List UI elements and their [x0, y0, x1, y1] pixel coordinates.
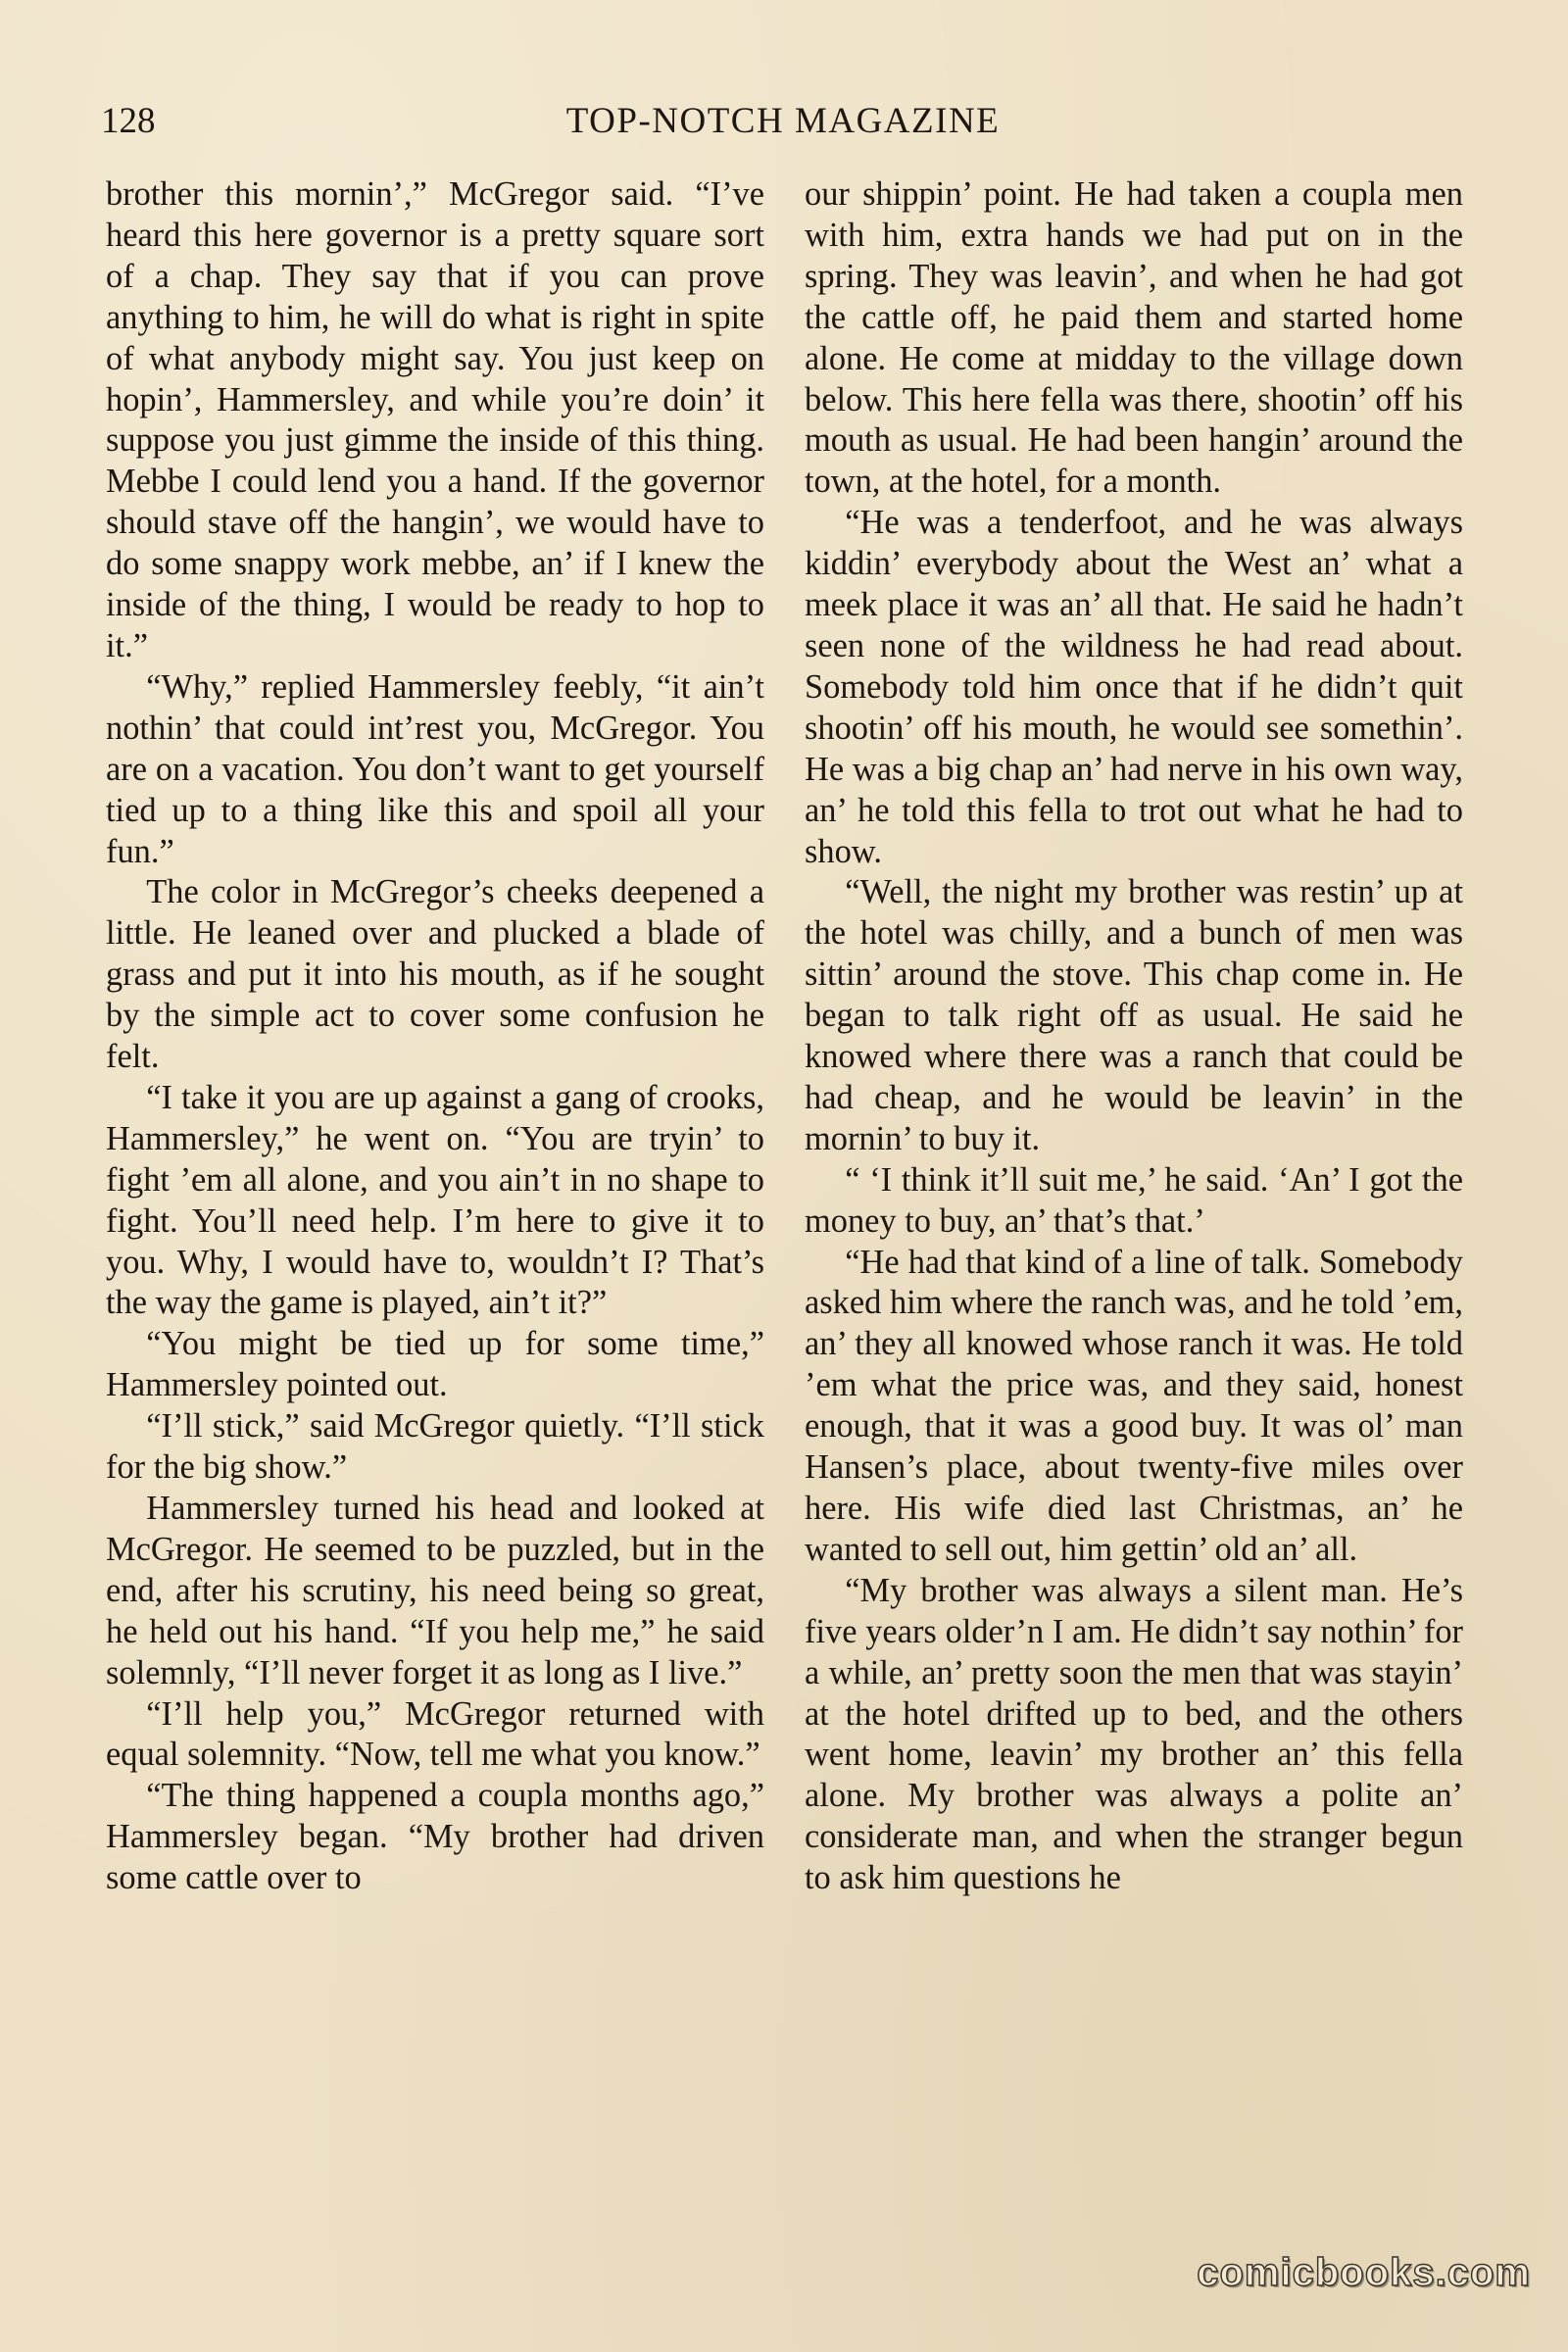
paragraph: “He was a tenderfoot, and he was always kiddin’ everybody about the West an’ what a meek place it was an’ all that. He said he hadn’t seen none of the wildness he had read about. Somebody told him once that if he didn’t quit shootin’ off his mouth, he would see somethin’. He was a big chap an’ had nerve in his own way, an’ he told this fella to trot out what he had to show. [805, 504, 1463, 870]
paragraph: The color in McGregor’s cheeks deepened a little. He leaned over and plucked a blade of grass and put it into his mouth, as if he sought by the simple act to cover some confusion he felt. [106, 873, 764, 1076]
site-watermark: comicbooks.com [1197, 2251, 1531, 2294]
paragraph: “ ‘I think it’ll suit me,’ he said. ‘An’ I got the money to buy, an’ that’s that.’ [805, 1160, 1463, 1240]
paragraph: “Well, the night my brother was restin’ up at the hotel was chilly, and a bunch of men was sittin’ around the stove. This chap come in. He began to talk right off as usual. He said he knowed where there was a ranch that could be had cheap, and he would be leavin’ in the mornin’ to buy it. [805, 873, 1463, 1157]
paragraph: our shippin’ point. He had taken a coupla men with him, extra hands we had put on in the spring. They was leavin’, and when he had got the cattle off, he paid them and started home alone. He come at midday to the village down below. This here fella was there, shootin’ off his mouth as usual. He had been hangin’ around the town, at the hotel, for a month. [805, 175, 1463, 501]
paragraph: “Why,” replied Hammersley feebly, “it ain’t nothin’ that could int’rest you, McGregor. You are on a vacation. You don’t want to get yourself tied up to a thing like this and spoil all your fun.” [106, 667, 764, 870]
paragraph: “The thing happened a coupla months ago,” Hammersley began. “My brother had driven some cattle over to [106, 1777, 764, 1897]
paragraph: “I’ll help you,” McGregor returned with equal solemnity. “Now, tell me what you know.” [106, 1694, 764, 1774]
right-column [805, 174, 1463, 1899]
page-number: 128 [101, 101, 156, 141]
paragraph: “My brother was always a silent man. He’s five years older’n I am. He didn’t say nothin’ for a while, an’ pretty soon the men that was stayin’ at the hotel drifted up to bed, and the others went home, leavin’ my brother an’ this fella alone. My brother was always a polite an’ considerate man, and when the stranger begun to ask him questions he [805, 1571, 1463, 1897]
paragraph: “He had that kind of a line of talk. Somebody asked him where the ranch was, and he told ’em, an’ they all knowed whose ranch it was. He told ’em what the price was, and they said, honest enough, that it was a good buy. It was ol’ man Hansen’s place, about twenty-five miles over here. His wife died last Christmas, an’ he wanted to sell out, him gettin’ old an’ all. [805, 1243, 1463, 1568]
paragraph: Hammersley turned his head and looked at McGregor. He seemed to be puzzled, but in the end, after his scrutiny, his need being so great, he held out his hand. “If you help me,” he said solemnly, “I’ll never forget it as long as I live.” [106, 1490, 764, 1691]
left-column [106, 174, 764, 1899]
page-header [101, 98, 1465, 157]
paragraph: “I’ll stick,” said McGregor quietly. “I’ll stick for the big show.” [106, 1407, 764, 1487]
paragraph: “You might be tied up for some time,” Hammersley pointed out. [106, 1325, 764, 1404]
running-title: TOP-NOTCH MAGAZINE [565, 101, 1001, 141]
paragraph: brother this mornin’,” McGregor said. “I’ve heard this here governor is a pretty square sort of a chap. They say that if you can prove anything to him, he will do what is right in spite of what anybody might say. You just keep on hopin’, Hammersley, and while you’re doin’ it suppose you just gimme the inside of this thing. Mebbe I could lend you a hand. If the governor should stave off the hangin’, we would have to do some snappy work mebbe, an’ if I knew the inside of the thing, I would be ready to hop to it.” [106, 175, 764, 664]
paragraph: “I take it you are up against a gang of crooks, Hammersley,” he went on. “You are tryin’ to fight ’em all alone, and you ain’t in no shape to fight. You’ll need help. I’m here to give it to you. Why, I would have to, wouldn’t I? That’s the way the game is played, ain’t it?” [106, 1078, 764, 1322]
